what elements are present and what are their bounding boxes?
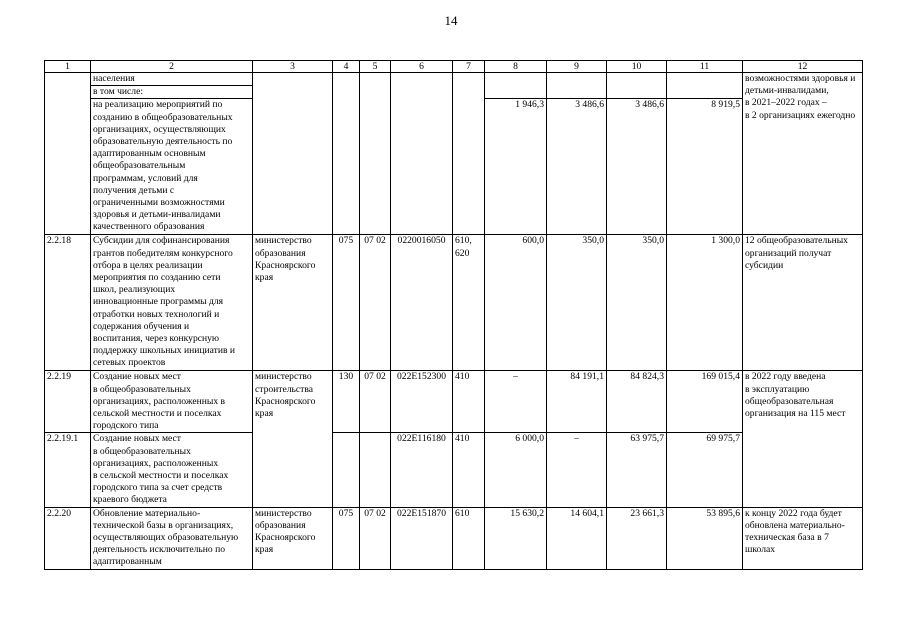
value-cell: 69 975,7 xyxy=(667,433,743,507)
value-cell: 84 824,3 xyxy=(607,371,667,433)
header-cell: 6 xyxy=(391,61,453,73)
table-row xyxy=(45,433,863,507)
row-description: на реализацию мероприятий по созданию в общеобразовательных организациях, осуществляющих образовательную деятельность по адаптированным основным общеобразовательным программам, условий для получения детьми с ограниченными возможностями здоровья и детьми-инвалидами качественного образования xyxy=(91,99,253,235)
code-cell: 610, 620 xyxy=(453,235,485,371)
value-cell: 3 486,6 xyxy=(607,99,667,235)
header-cell: 10 xyxy=(607,61,667,73)
code-cell: 0220016050 xyxy=(391,235,453,371)
header-cell: 12 xyxy=(743,61,863,73)
header-cell: 8 xyxy=(485,61,547,73)
table-row xyxy=(45,371,863,433)
value-cell: 3 486,6 xyxy=(547,99,607,235)
header-cell: 7 xyxy=(453,61,485,73)
row-number-cell: 2.2.20 xyxy=(45,507,91,569)
code-cell: 07 02 xyxy=(360,371,391,433)
result-cell: в 2022 году введена в эксплуатацию общеобразовательная организация на 115 мест xyxy=(743,371,863,507)
value-cell: 6 000,0 xyxy=(485,433,547,507)
header-cell: 4 xyxy=(333,61,360,73)
table-row xyxy=(45,507,863,569)
row-description: Субсидии для софинансирования грантов победителям конкурсного отбора в целях реализации мероприятия по созданию сети школ, реализующих инновационные программы для отработки новых технологий и содержания обучения и воспитания, через конкурсную поддержку школьных инициатив и сетевых проектов xyxy=(91,235,253,371)
code-cell: 022E116180 xyxy=(391,433,453,507)
value-cell: 350,0 xyxy=(607,235,667,371)
row-description: Создание новых мест в общеобразовательных организациях, расположенных в сельской местности и поселках городского типа за счет средств краевого бюджета xyxy=(91,433,253,507)
org-cell xyxy=(253,73,333,235)
value-cell: 53 895,6 xyxy=(667,507,743,569)
result-cell: 12 общеобразовательных организаций получат субсидии xyxy=(743,235,863,371)
header-cell: 2 xyxy=(91,61,253,73)
org-cell: министерство образования Красноярского края xyxy=(253,235,333,371)
code-cell: 022E152300 xyxy=(391,371,453,433)
header-cell: 9 xyxy=(547,61,607,73)
code-cell: 07 02 xyxy=(360,507,391,569)
code-cell: 07 02 xyxy=(360,235,391,371)
code-cell: 075 xyxy=(333,507,360,569)
org-cell: министерство образования Красноярского края xyxy=(253,507,333,569)
table-row xyxy=(45,235,863,371)
value-cell: 169 015,4 xyxy=(667,371,743,433)
result-cell: возможностями здоровья и детьми-инвалидами, в 2021–2022 годах – в 2 организациях ежегодно xyxy=(743,73,863,235)
header-cell: 11 xyxy=(667,61,743,73)
row-number-cell: 2.2.18 xyxy=(45,235,91,371)
code-cell: 410 xyxy=(453,371,485,433)
value-cell: 8 919,5 xyxy=(667,99,743,235)
value-cell: 23 661,3 xyxy=(607,507,667,569)
row-number-cell: 2.2.19 xyxy=(45,371,91,433)
value-cell: – xyxy=(485,371,547,433)
header-cell: 1 xyxy=(45,61,91,73)
row-text: населения xyxy=(91,73,253,86)
header-cell: 3 xyxy=(253,61,333,73)
header-row xyxy=(45,61,863,73)
row-description: Обновление материально- технической базы в организациях, осуществляющих образовательную деятельность исключительно по адаптированным xyxy=(91,507,253,569)
value-cell: 84 191,1 xyxy=(547,371,607,433)
table-row xyxy=(45,73,863,86)
row-description: Создание новых мест в общеобразовательных организациях, расположенных в сельской местности и поселках городского типа xyxy=(91,371,253,433)
value-cell: 1 946,3 xyxy=(485,99,547,235)
code-cell: 410 xyxy=(453,433,485,507)
value-cell: 15 630,2 xyxy=(485,507,547,569)
row-number-cell xyxy=(45,73,91,235)
value-cell: 1 300,0 xyxy=(667,235,743,371)
value-cell: 63 975,7 xyxy=(607,433,667,507)
value-cell: 14 604,1 xyxy=(547,507,607,569)
code-cell: 075 xyxy=(333,235,360,371)
value-cell: 600,0 xyxy=(485,235,547,371)
code-cell: 130 xyxy=(333,371,360,433)
row-number-cell: 2.2.19.1 xyxy=(45,433,91,507)
row-text: в том числе: xyxy=(91,86,253,99)
code-cell: 022E151870 xyxy=(391,507,453,569)
program-table xyxy=(44,60,863,570)
org-cell: министерство строительства Красноярского края xyxy=(253,371,333,507)
value-cell: 350,0 xyxy=(547,235,607,371)
header-cell: 5 xyxy=(360,61,391,73)
page-number: 14 xyxy=(444,13,458,28)
value-cell: – xyxy=(547,433,607,507)
code-cell: 610 xyxy=(453,507,485,569)
result-cell: к концу 2022 года будет обновлена материально- техническая база в 7 школах xyxy=(743,507,863,569)
